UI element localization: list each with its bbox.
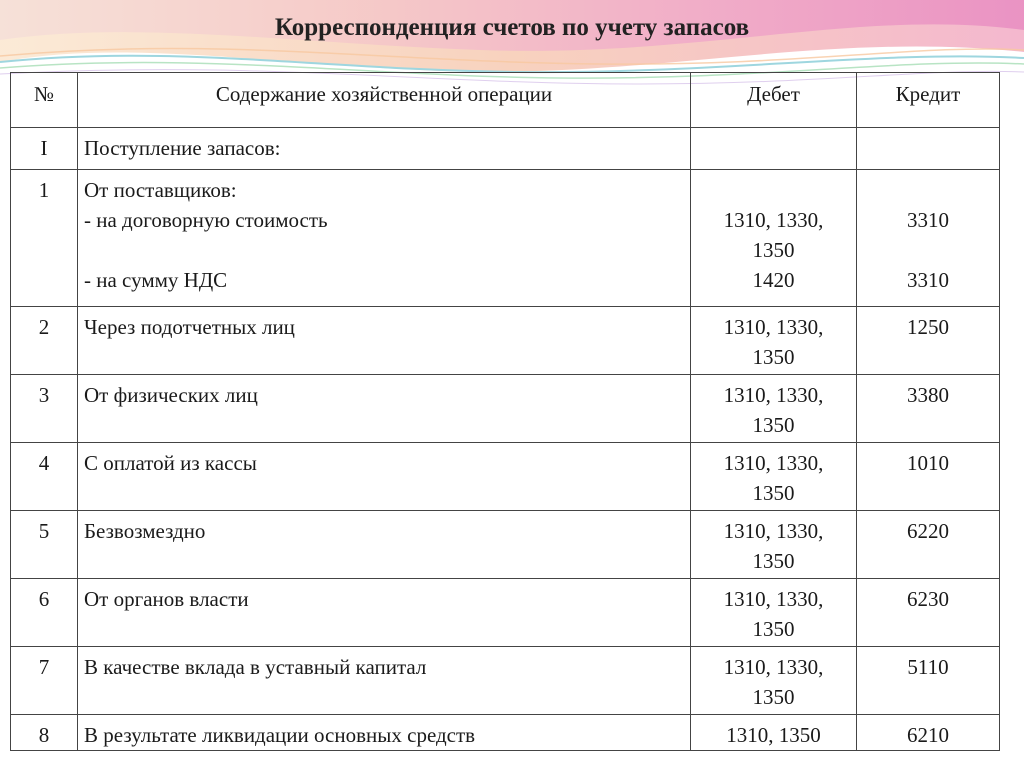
table-row [11,647,1000,715]
row-debit [691,375,857,443]
row-number: 6 [11,579,78,647]
debit-line: 1350 [752,238,795,262]
debit-line: 1350 [752,345,795,369]
credit-line: 3310 [907,208,949,232]
accounts-table [10,72,1000,751]
row-debit [691,128,857,170]
debit-line: 1310, 1330, [723,208,824,232]
row-number: 4 [11,443,78,511]
table-row [11,170,1000,307]
row-content [78,170,691,307]
debit-line: 1350 [752,617,795,641]
header-debit: Дебет [691,73,857,128]
table-row [11,375,1000,443]
debit-line: 1310, 1350 [726,723,821,747]
row-credit: 5110 [857,647,1000,715]
row-debit [691,511,857,579]
row-debit [691,647,857,715]
content-line: - на сумму НДС [84,268,228,292]
row-number: 8 [11,715,78,751]
row-number: 2 [11,307,78,375]
debit-line: 1310, 1330, [723,451,824,475]
row-credit: 6210 [857,715,1000,751]
debit-line: 1310, 1330, [723,655,824,679]
content-line: От поставщиков: [84,178,237,202]
row-credit: 3380 [857,375,1000,443]
content-line: - на договорную стоимость [84,208,328,232]
row-number: 7 [11,647,78,715]
table-row [11,715,1000,751]
row-number: 3 [11,375,78,443]
row-content: С оплатой из кассы [78,443,691,511]
header-number: № [11,73,78,128]
row-number: I [11,128,78,170]
row-credit: 1250 [857,307,1000,375]
row-number: 1 [11,170,78,307]
row-credit: 6220 [857,511,1000,579]
row-content: В качестве вклада в уставный капитал [78,647,691,715]
debit-line: 1350 [752,549,795,573]
table-header-row [11,73,1000,128]
row-debit [691,170,857,307]
debit-line: 1310, 1330, [723,587,824,611]
row-credit [857,128,1000,170]
credit-line: 3310 [907,268,949,292]
debit-line: 1310, 1330, [723,383,824,407]
row-debit [691,443,857,511]
table-row [11,307,1000,375]
page-title: Корреспонденция счетов по учету запасов [274,14,750,41]
debit-line: 1350 [752,685,795,709]
header-content: Содержание хозяйственной операции [78,73,691,128]
row-content: От органов власти [78,579,691,647]
row-debit [691,579,857,647]
debit-line: 1350 [752,413,795,437]
table-row-section [11,128,1000,170]
row-debit [691,715,857,751]
debit-line: 1310, 1330, [723,519,824,543]
debit-line: 1310, 1330, [723,315,824,339]
row-content: В результате ликвидации основных средств [78,715,691,751]
table-row [11,511,1000,579]
row-content: Через подотчетных лиц [78,307,691,375]
row-content: Поступление запасов: [78,128,691,170]
row-debit [691,307,857,375]
row-credit [857,170,1000,307]
row-content: От физических лиц [78,375,691,443]
row-credit: 1010 [857,443,1000,511]
header-credit: Кредит [857,73,1000,128]
row-content: Безвозмездно [78,511,691,579]
row-number: 5 [11,511,78,579]
table-row [11,579,1000,647]
table-row [11,443,1000,511]
row-credit: 6230 [857,579,1000,647]
debit-line: 1350 [752,481,795,505]
debit-line: 1420 [752,268,795,292]
